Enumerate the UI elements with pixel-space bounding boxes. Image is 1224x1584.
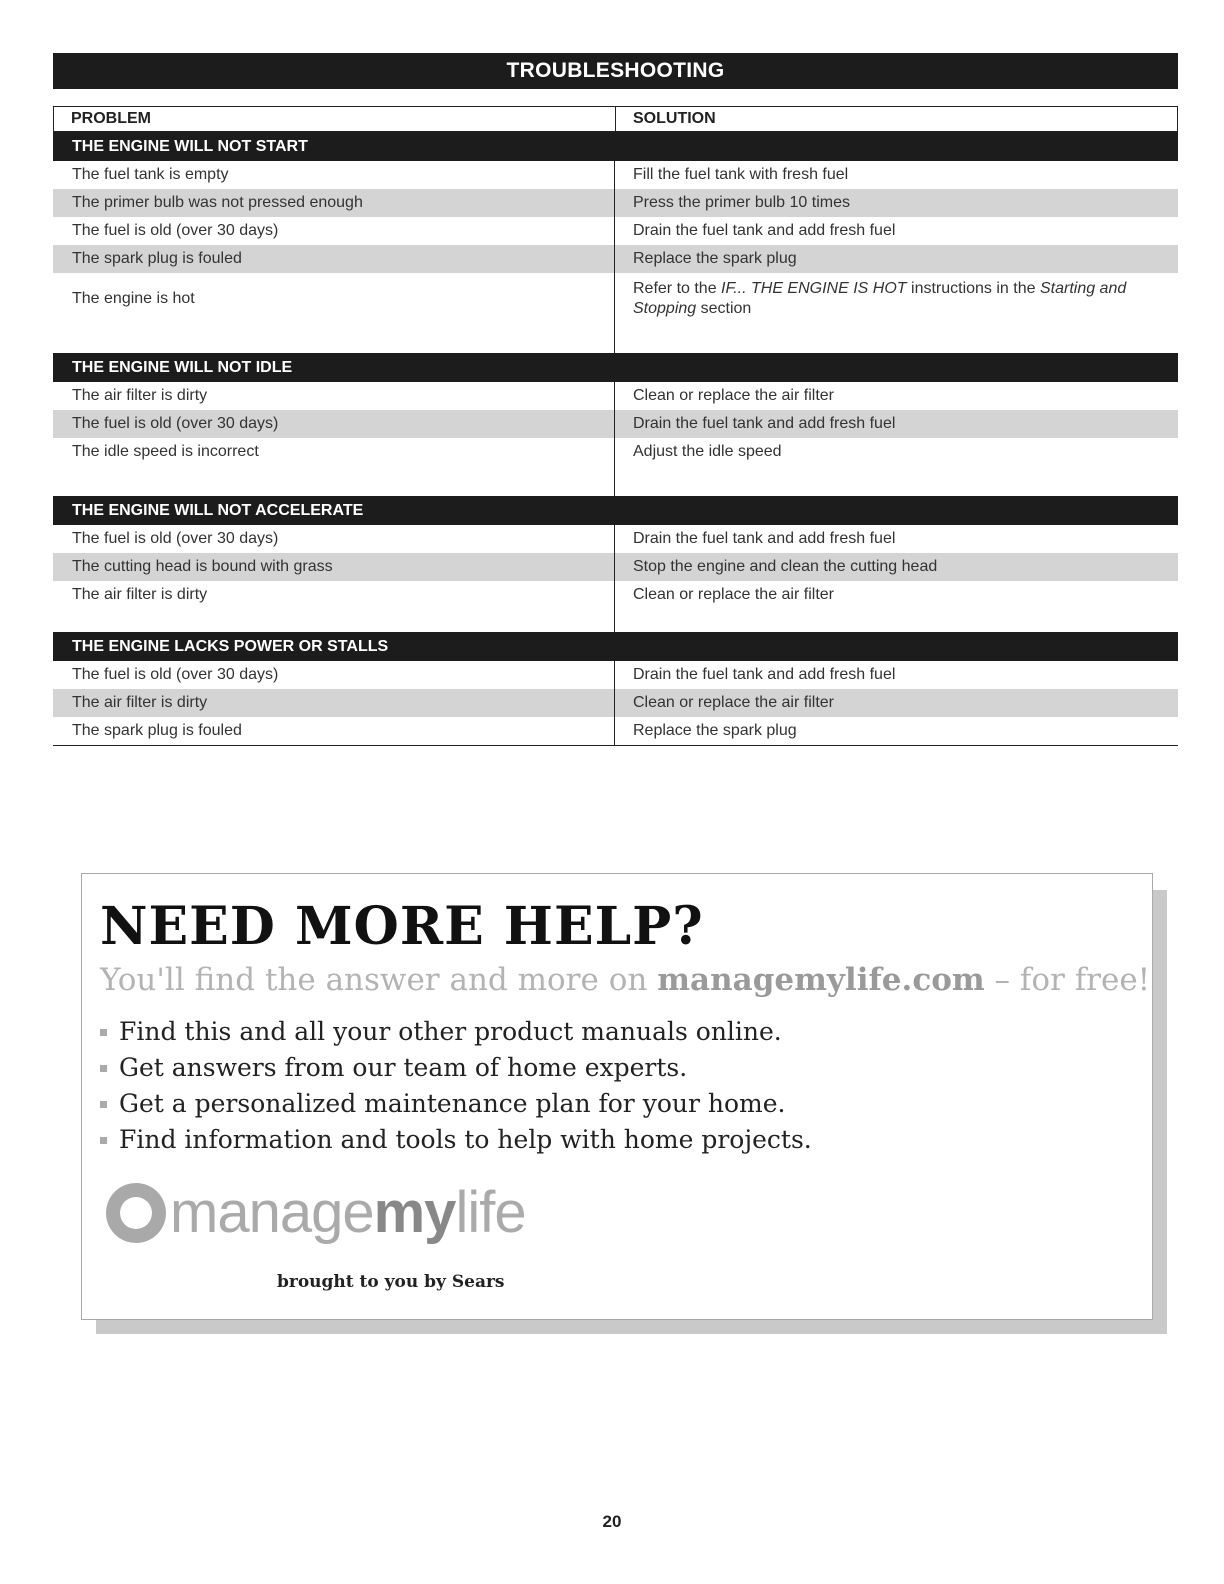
table-row [53,581,1178,609]
solution-text-part: IF... THE ENGINE IS HOT [721,280,907,297]
problem-cell: The air filter is dirty [53,581,615,609]
help-subtitle-pre: You'll find the answer and more on [100,962,658,998]
solution-cell: Drain the fuel tank and add fresh fuel [633,666,896,683]
header-problem: PROBLEM [54,107,616,131]
page-title: TROUBLESHOOTING [53,53,1178,89]
solution-cell: Fill the fuel tank with fresh fuel [633,166,849,183]
help-box-shadow [96,1318,1167,1334]
table-row [53,189,1178,217]
problem-cell: The fuel is old (over 30 days) [53,525,615,553]
solution-cell: Press the primer bulb 10 times [633,194,850,211]
help-subtitle [100,962,1150,998]
solution-cell: Drain the fuel tank and add fresh fuel [633,415,896,432]
help-title: NEED MORE HELP? [100,896,704,957]
solution-cell: Clean or replace the air filter [633,586,834,603]
table-row [53,438,1178,466]
help-site-link[interactable]: managemylife.com [657,962,985,998]
help-box-shadow [1151,890,1167,1330]
help-subtitle-post: – for free! [984,962,1151,998]
section-title: THE ENGINE LACKS POWER OR STALLS [53,632,1178,661]
solution-text-part: section [696,300,752,317]
help-list [100,1014,812,1158]
section-title: THE ENGINE WILL NOT ACCELERATE [53,496,1178,525]
managemylife-logo [106,1179,526,1246]
table-row [53,382,1178,410]
problem-cell [53,273,615,353]
list-item [100,1050,812,1086]
solution-cell: Clean or replace the air filter [633,694,834,711]
table-row [53,410,1178,438]
solution-cell: Drain the fuel tank and add fresh fuel [633,222,896,239]
logo-text: my [373,1180,456,1245]
table-row [53,661,1178,689]
solution-cell: Clean or replace the air filter [633,387,834,404]
problem-cell: The fuel is old (over 30 days) [53,410,615,438]
table-row [53,553,1178,581]
spacer-cell [615,466,1178,496]
section-title: THE ENGINE WILL NOT IDLE [53,353,1178,382]
section-title: THE ENGINE WILL NOT START [53,132,1178,161]
spacer-cell [53,466,615,496]
solution-text-part: instructions in the [906,280,1040,297]
solution-text-part: Starting and Stopping [633,280,1127,317]
problem-text: The engine is hot [72,290,195,307]
list-item [100,1014,812,1050]
solution-cell: Adjust the idle speed [633,443,782,460]
problem-cell: The air filter is dirty [53,382,615,410]
bullet-icon [100,1065,107,1072]
solution-cell: Replace the spark plug [633,250,797,267]
logo-wordmark [170,1179,526,1246]
troubleshooting-table [53,106,1178,746]
bullet-icon [100,1029,107,1036]
problem-cell: The air filter is dirty [53,689,615,717]
list-item-text: Get answers from our team of home experts. [119,1053,688,1082]
table-row [53,245,1178,273]
solution-cell [615,273,1178,353]
solution-cell: Replace the spark plug [633,722,797,739]
problem-cell: The idle speed is incorrect [53,438,615,466]
solution-text-part: Refer to the [633,280,722,297]
help-box [81,873,1153,1320]
problem-cell: The fuel is old (over 30 days) [53,661,615,689]
bullet-icon [100,1137,107,1144]
problem-cell: The cutting head is bound with grass [53,553,615,581]
table-header [53,106,1178,132]
list-item-text: Get a personalized maintenance plan for your home. [119,1089,786,1118]
solution-cell: Stop the engine and clean the cutting head [633,558,938,575]
problem-cell: The spark plug is fouled [53,245,615,273]
header-solution: SOLUTION [633,110,716,127]
row-spacer [53,466,1178,496]
table-row [53,217,1178,245]
problem-cell: The primer bulb was not pressed enough [53,189,615,217]
bullet-icon [100,1101,107,1108]
page-number: 20 [602,1512,622,1531]
logo-text: life [455,1180,526,1245]
problem-cell: The fuel tank is empty [53,161,615,189]
row-spacer [53,609,1178,632]
logo-mark-icon [106,1183,166,1243]
spacer-cell [53,609,615,632]
logo-text: manage [170,1180,374,1245]
table-row [53,689,1178,717]
list-item [100,1086,812,1122]
list-item-text: Find this and all your other product manuals online. [119,1017,782,1046]
list-item-text: Find information and tools to help with home projects. [119,1125,812,1154]
problem-cell: The fuel is old (over 30 days) [53,217,615,245]
solution-cell: Drain the fuel tank and add fresh fuel [633,530,896,547]
table-row [53,525,1178,553]
table-row [53,273,1178,353]
tagline: brought to you by Sears [277,1272,505,1292]
problem-cell: The spark plug is fouled [53,717,615,745]
spacer-cell [615,609,1178,632]
table-row [53,717,1178,746]
table-row [53,161,1178,189]
list-item [100,1122,812,1158]
